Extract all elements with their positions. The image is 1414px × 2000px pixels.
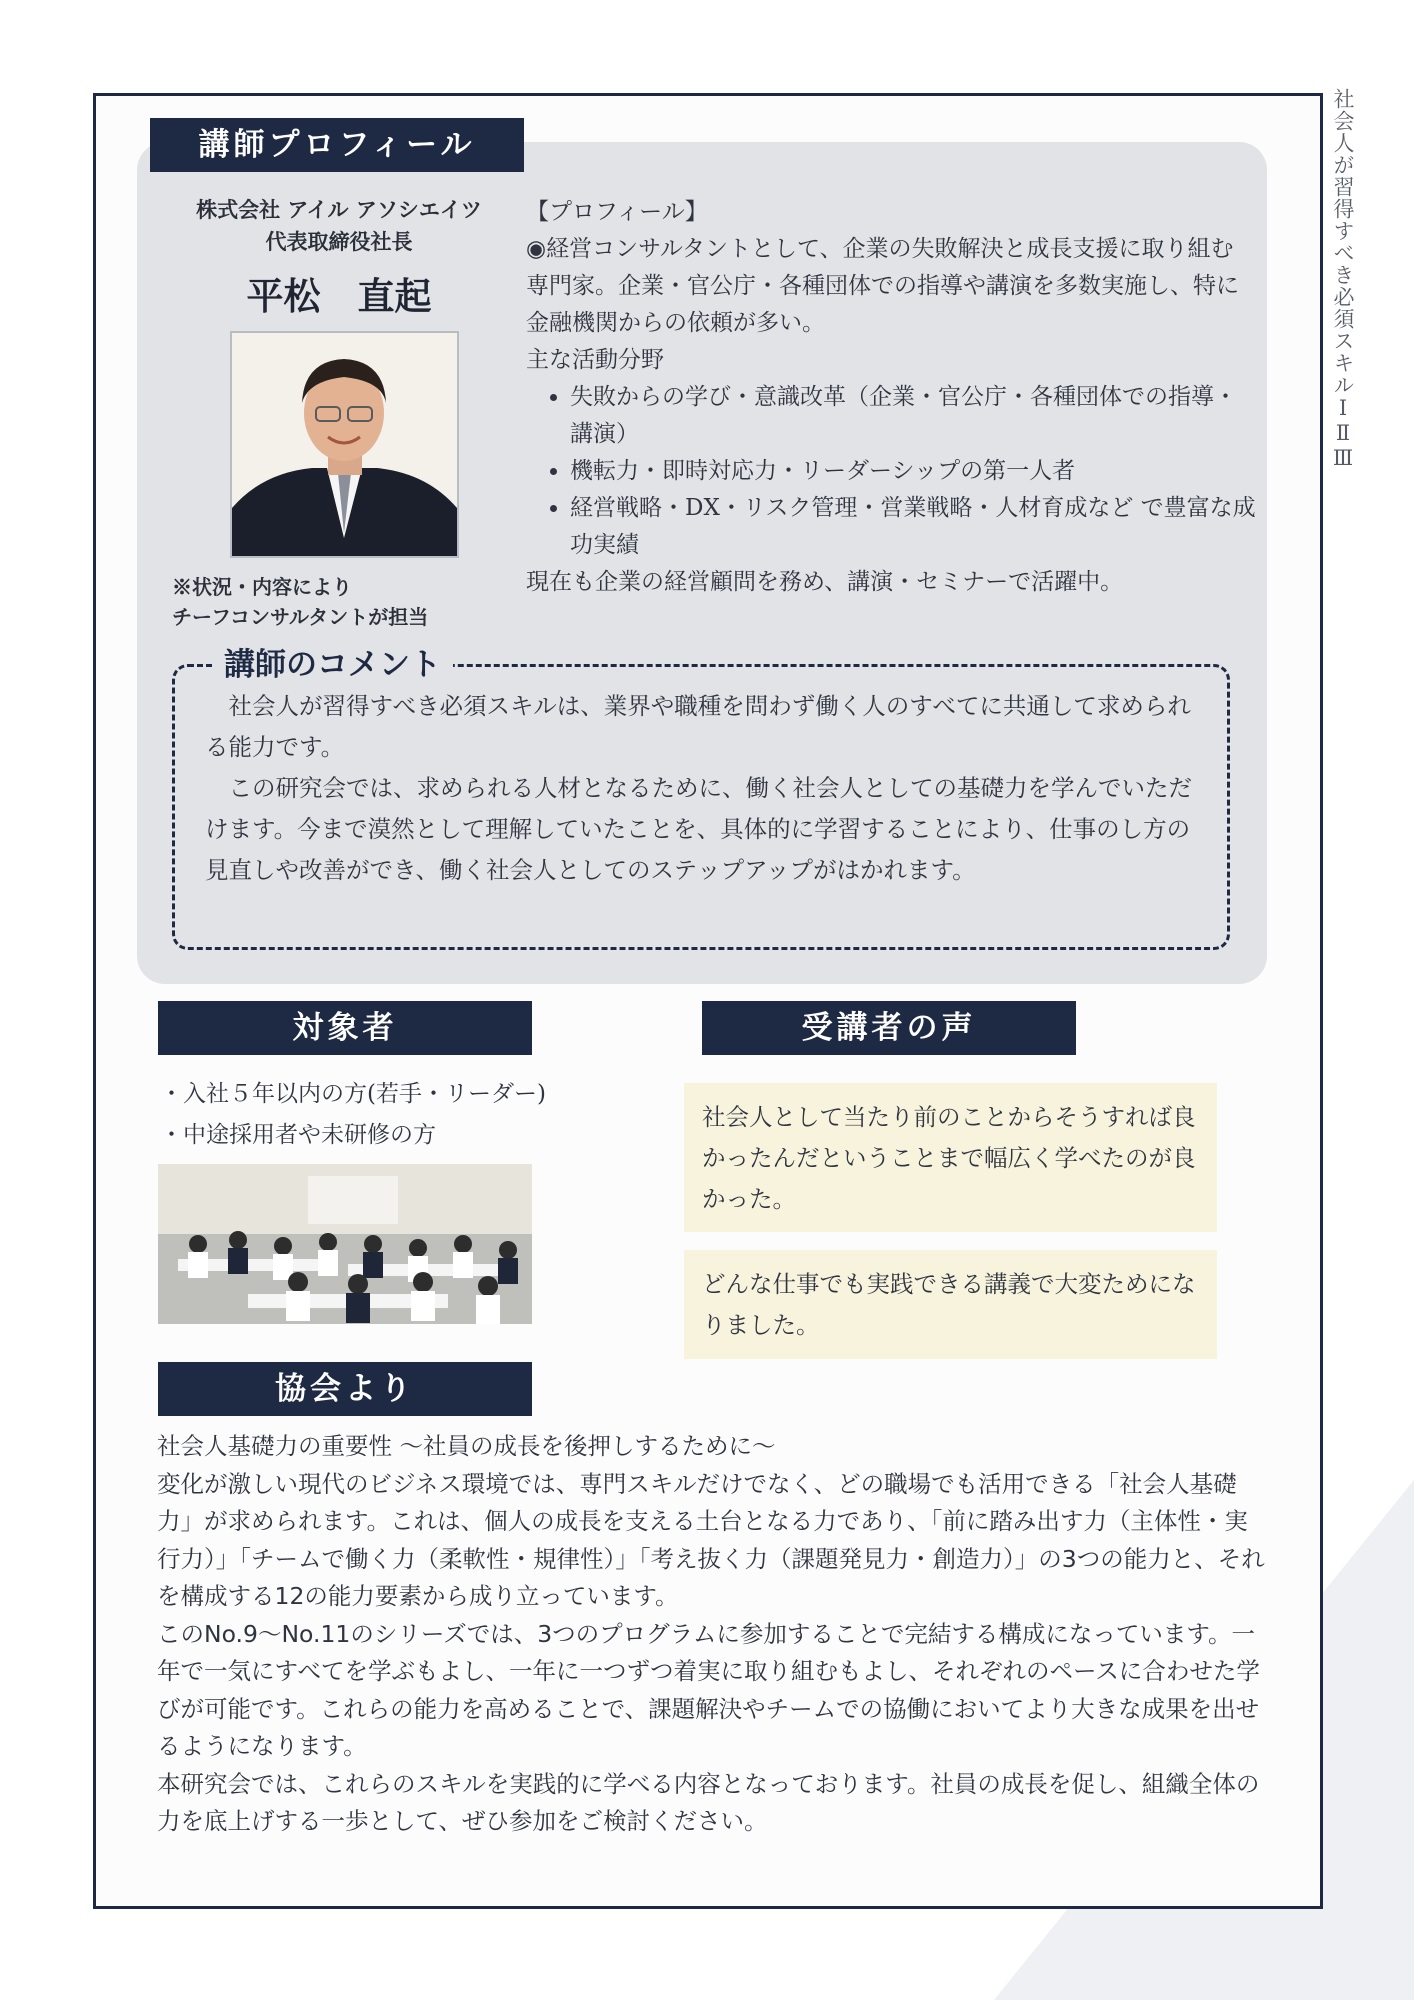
instructor-position: 代表取締役社長 (265, 229, 413, 254)
company-block (160, 194, 518, 258)
comment-paragraph: 社会人が習得すべき必須スキルは、業界や職種を問わず働く人のすべてに共通して求められる能力です。 (205, 692, 1191, 761)
activity-item: • 失敗からの学び・意識改革（企業・官公庁・各種団体での指導・講演） (570, 379, 1256, 453)
activity-item: • 機転力・即時対応力・リーダーシップの第一人者 (570, 453, 1256, 490)
instructor-name: 平松 直起 (246, 274, 432, 318)
voices-heading: 受講者の声 (702, 1001, 1076, 1055)
note-line-2: チーフコンサルタントが担当 (172, 605, 429, 629)
association-paragraph: 社会人基礎力の重要性 〜社員の成長を後押しするために〜 (157, 1432, 776, 1460)
association-paragraph: 本研究会では、これらのスキルを実践的に学べる内容となっております。社員の成長を促し、組織全体の力を底上げする一歩として、ぜひ参加をご検討ください。 (157, 1769, 1260, 1835)
company-name: 株式会社 アイル アソシエイツ (196, 197, 482, 222)
comment-text (205, 686, 1205, 891)
portrait-illustration (232, 333, 457, 556)
comment-title: 講師のコメント (212, 640, 453, 690)
target-item: ・ 入社５年以内の方(若手・リーダー) (160, 1074, 680, 1115)
voice-card: 社会人として当たり前のことからそうすれば良かったんだということまで幅広く学べたのが良かった。 (684, 1083, 1217, 1232)
association-paragraph: 変化が激しい現代のビジネス環境では、専門スキルだけでなく、どの職場でも活用できる「社会人基礎力」が求められます。これは、個人の成長を支える土台となる力であり、「前に踏み出す力（主体性・実行力）」「チームで働く力（柔軟性・規律性）」「考え抜く力（課題発見力・創造力）」の3つの能力と、それを構成する12の能力要素から成り立っています。 (157, 1469, 1265, 1610)
instructor-note (172, 572, 532, 632)
association-paragraph: このNo.9〜No.11のシリーズでは、3つのプログラムに参加することで完結する構成になっています。一年で一気にすべてを学ぶもよし、一年に一つずつ着実に取り組むもよし、それぞれのペースに合わせた学びが可能です。これらの能力を高めることで、課題解決やチームでの協働においてより大きな成果を出せるようになります。 (157, 1619, 1260, 1760)
activity-item: • 経営戦略・DX・リスク管理・営業戦略・人材育成など で豊富な成功実績 (570, 490, 1256, 564)
instructor-photo (230, 331, 459, 558)
target-item: ・ 中途採用者や未研修の方 (160, 1115, 680, 1156)
side-title: 社会人が習得すべき必須スキルⅠⅡⅢ (1331, 88, 1355, 471)
profile-heading: 講師プロフィール (150, 118, 524, 172)
voice-card: どんな仕事でも実践できる講義で大変ためになりました。 (684, 1250, 1217, 1359)
activities-label: 主な活動分野 (526, 347, 664, 373)
profile-current: 現在も企業の経営顧問を務め、講演・セミナーで活躍中。 (526, 569, 1124, 595)
profile-section-label: 【プロフィール】 (526, 199, 708, 225)
target-list (160, 1074, 680, 1156)
activities-list (526, 379, 1256, 564)
note-line-1: ※状況・内容により (172, 575, 352, 599)
seminar-photo (158, 1164, 532, 1324)
comment-paragraph: この研究会では、求められる人材となるために、働く社会人としての基礎力を学んでいただけます。今まで漠然として理解していたことを、具体的に学習することにより、仕事のし方の見直しや改善ができ、働く社会人としてのステップアップがはかれます。 (205, 774, 1192, 884)
association-text (157, 1428, 1267, 1841)
profile-text (526, 194, 1256, 601)
profile-intro: ◉経営コンサルタントとして、企業の失敗解決と成長支援に取り組む専門家。企業・官公庁・各種団体での指導や講演を多数実施し、特に金融機関からの依頼が多い。 (526, 236, 1239, 336)
target-heading: 対象者 (158, 1001, 532, 1055)
association-heading: 協会より (158, 1362, 532, 1416)
seminar-illustration (158, 1164, 532, 1324)
